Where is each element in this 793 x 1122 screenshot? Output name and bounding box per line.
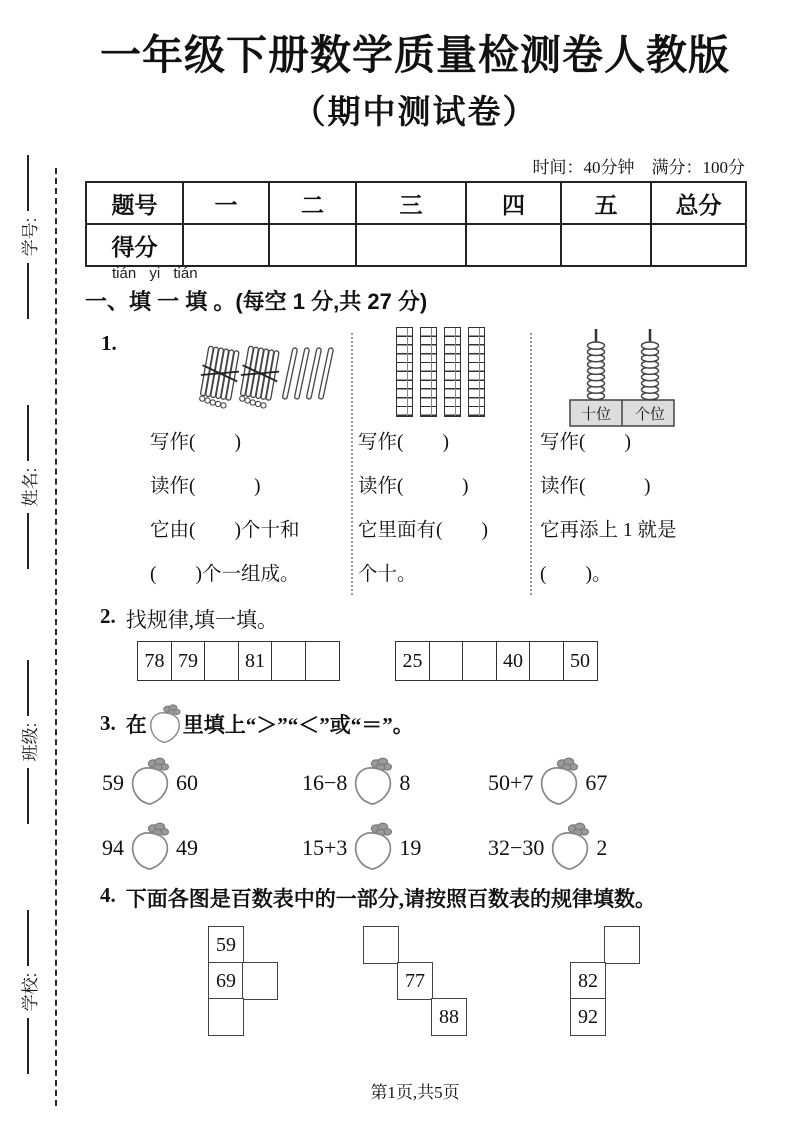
- q1-text-line: 它里面有( ): [358, 520, 488, 541]
- pinyin-annotation: tián yi tián: [112, 265, 198, 282]
- margin-field-label: 姓名:: [20, 467, 40, 507]
- section-one-heading: 一、填 一 填 。(每空 1 分,共 27 分): [85, 289, 428, 314]
- margin-field-student-number: [15, 155, 41, 319]
- number-strip-1: [137, 641, 340, 681]
- grid-cell: 77: [397, 962, 433, 1000]
- compare-right-value: 49: [176, 835, 198, 860]
- q1-column-separator: [351, 333, 353, 595]
- q4-number: 4.: [100, 883, 116, 907]
- grid-cell: [208, 998, 244, 1036]
- page-title: 一年级下册数学质量检测卷人教版: [100, 32, 730, 78]
- strip-cell: [271, 641, 306, 681]
- radish-icon: [128, 821, 172, 871]
- q1-column-2-text: [358, 421, 488, 597]
- q4-heading: [100, 883, 656, 913]
- q1-text-line: 读作( ): [150, 476, 261, 497]
- strip-cell: [305, 641, 340, 681]
- q2-number: 2.: [100, 604, 116, 628]
- grid-cell: [604, 926, 640, 964]
- margin-field-label: 学校:: [20, 972, 40, 1012]
- margin-field-class: [15, 660, 41, 824]
- score-header-cell: 总分: [651, 182, 746, 224]
- hundred-chart-fragment-1: [208, 926, 318, 1038]
- comparison-item: [488, 757, 607, 809]
- q3-text-after: 里填上“＞”“＜”或“＝”。: [182, 712, 414, 737]
- compare-right-value: 2: [596, 835, 608, 860]
- margin-field-name: [15, 405, 41, 569]
- compare-right-value: 67: [585, 770, 608, 795]
- radish-icon: [351, 756, 395, 806]
- score-empty-cell: [466, 224, 561, 266]
- compare-left-value: 32−30: [488, 835, 545, 860]
- base-ten-rod: [396, 327, 413, 417]
- grid-cell: 82: [570, 962, 606, 1000]
- score-table: [85, 181, 747, 267]
- q1-text-line: 写作( ): [540, 432, 631, 453]
- number-strip-2: [395, 641, 598, 681]
- q1-text-line: 写作( ): [150, 432, 241, 453]
- grid-cell: 88: [431, 998, 467, 1036]
- strip-cell: 79: [171, 641, 206, 681]
- abacus-image: [560, 326, 684, 430]
- score-header-cell: 二: [269, 182, 356, 224]
- compare-right-value: 60: [176, 770, 198, 795]
- margin-field-school: [15, 910, 41, 1074]
- strip-cell: [429, 641, 464, 681]
- compare-left-value: 94: [102, 835, 124, 860]
- write-blank-line: [27, 660, 29, 716]
- write-blank-line: [27, 405, 29, 461]
- comparison-item: [302, 822, 421, 874]
- time-score-meta: 时间：40分钟 满分：100分: [532, 158, 745, 177]
- score-empty-cell: [269, 224, 356, 266]
- comparison-item: [488, 822, 607, 874]
- strip-cell: 40: [496, 641, 531, 681]
- q3-number: 3.: [100, 711, 116, 735]
- write-blank-line: [27, 768, 29, 824]
- q1-column-1-text: [150, 421, 300, 597]
- strip-cell: 78: [137, 641, 172, 681]
- q1-text-line: 它由( )个十和: [150, 520, 300, 541]
- score-header-cell: 五: [561, 182, 651, 224]
- q3-text-before: 在: [125, 712, 147, 737]
- score-header-cell: 一: [183, 182, 269, 224]
- strip-cell: 50: [563, 641, 598, 681]
- q1-number: 1.: [101, 331, 117, 355]
- score-empty-cell: [561, 224, 651, 266]
- comparison-item: [102, 757, 198, 809]
- compare-left-value: 50+7: [488, 770, 534, 795]
- write-blank-line: [27, 155, 29, 211]
- compare-left-value: 16−8: [302, 770, 348, 795]
- grid-cell: [363, 926, 399, 964]
- strip-cell: [462, 641, 497, 681]
- comparison-item: [102, 822, 198, 874]
- q2-text: 找规律,填一填。: [125, 608, 278, 632]
- radish-icon: [548, 821, 592, 871]
- q1-column-3-text: [540, 421, 677, 597]
- write-blank-line: [27, 910, 29, 966]
- abacus-ones-label: 个位: [634, 407, 666, 423]
- q1-column-separator: [530, 333, 532, 595]
- grid-cell: [242, 962, 278, 1000]
- q3-heading: [100, 703, 414, 744]
- page-number: 第1页,共5页: [370, 1083, 460, 1102]
- write-blank-line: [27, 263, 29, 319]
- score-empty-cell: [356, 224, 466, 266]
- radish-icon: [351, 821, 395, 871]
- q1-text-line: 它再添上 1 就是: [540, 520, 677, 541]
- comparison-item: [302, 757, 410, 809]
- margin-field-label: 学号:: [20, 217, 40, 257]
- q1-text-line: 写作( ): [358, 432, 449, 453]
- base-ten-rod: [444, 327, 461, 417]
- grid-cell: 69: [208, 962, 244, 1000]
- score-row-label: 得分: [86, 224, 183, 266]
- strip-cell: 25: [395, 641, 430, 681]
- hundred-chart-fragment-3: [570, 926, 680, 1038]
- margin-field-label: 班级:: [20, 722, 40, 762]
- score-header-cell: 三: [356, 182, 466, 224]
- q2-heading: [100, 604, 278, 634]
- q1-text-line: 个十。: [358, 564, 417, 585]
- compare-left-value: 15+3: [302, 835, 348, 860]
- radish-icon: [147, 703, 183, 744]
- compare-right-value: 8: [399, 770, 411, 795]
- q1-text-line: 读作( ): [540, 476, 651, 497]
- hundred-chart-fragment-2: [363, 926, 473, 1038]
- strip-cell: [204, 641, 239, 681]
- page-subtitle: （期中测试卷）: [292, 95, 538, 131]
- strip-cell: 81: [238, 641, 273, 681]
- base-ten-rod: [468, 327, 485, 417]
- stick-bundles-image: [193, 338, 343, 418]
- grid-cell: 59: [208, 926, 244, 964]
- write-blank-line: [27, 513, 29, 569]
- q4-text: 下面各图是百数表中的一部分,请按照百数表的规律填数。: [125, 887, 656, 911]
- compare-left-value: 59: [102, 770, 124, 795]
- radish-icon: [128, 756, 172, 806]
- abacus-tens-label: 十位: [580, 407, 612, 423]
- base-ten-rods-image: [396, 327, 485, 417]
- radish-icon: [537, 756, 581, 806]
- score-empty-cell: [183, 224, 269, 266]
- compare-right-value: 19: [399, 835, 422, 860]
- q1-text-line: ( )。: [540, 564, 612, 585]
- base-ten-rod: [420, 327, 437, 417]
- q1-text-line: ( )个一组成。: [150, 564, 300, 585]
- strip-cell: [529, 641, 564, 681]
- grid-cell: 92: [570, 998, 606, 1036]
- score-header-cell: 题号: [86, 182, 183, 224]
- score-header-cell: 四: [466, 182, 561, 224]
- write-blank-line: [27, 1018, 29, 1074]
- fold-dashed-line: [55, 168, 57, 1106]
- score-empty-cell: [651, 224, 746, 266]
- q1-text-line: 读作( ): [358, 476, 469, 497]
